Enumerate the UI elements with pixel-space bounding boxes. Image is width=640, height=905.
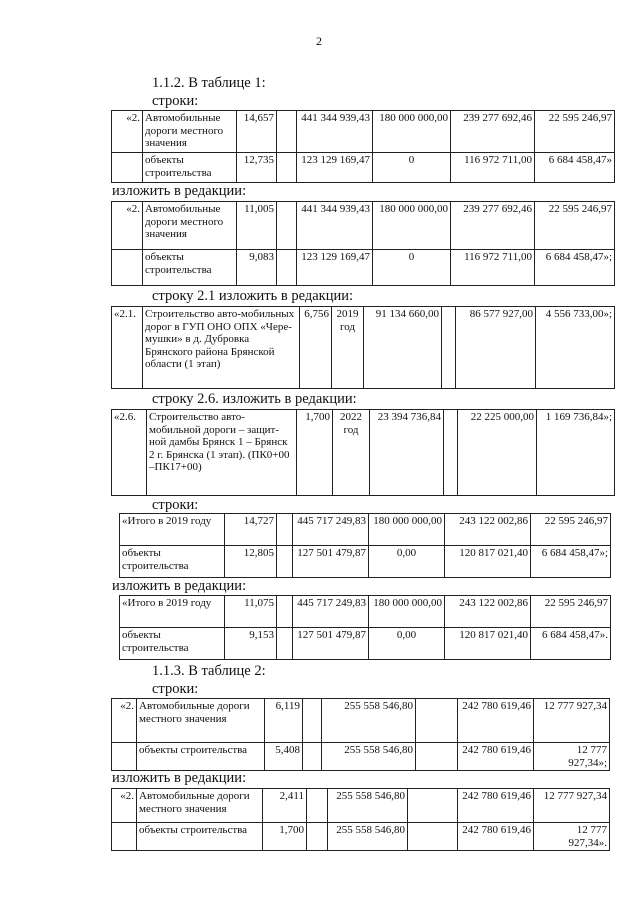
cell: Автомобильные дороги местного значения [137,789,263,823]
cell [303,743,322,771]
table-row-2-6 [111,409,615,496]
cell: 6 684 458,47»; [535,250,615,286]
cell: 11,075 [225,596,277,628]
cell [303,699,322,743]
cell: 5,408 [265,743,303,771]
section-heading-1-1-3: 1.1.3. В таблице 2: [152,663,266,679]
cell [112,823,137,851]
cell: Строительство авто-мобильных дорог в ГУП ОНО ОПХ «Чере-мушки» в д. Дубровка Брянского района Брянской области (1 этап) [143,307,300,389]
cell: 6 684 458,47»; [531,546,611,578]
cell: объекты строительства [143,153,237,183]
table-new-rows-1 [111,201,615,286]
table-row [112,789,610,823]
cell: 12,805 [225,546,277,578]
cell [277,153,297,183]
table-row [120,546,611,578]
edit-label-3: изложить в редакции: [112,770,247,786]
table-row [112,743,610,771]
cell: 0 [373,250,451,286]
cell: 120 817 021,40 [445,546,531,578]
cell: 180 000 000,00 [373,111,451,153]
cell: объекты строительства [120,546,225,578]
cell: 441 344 939,43 [297,111,373,153]
table-row [120,628,611,660]
table-row [112,307,615,389]
cell: 2,411 [263,789,307,823]
cell: «2. [112,699,137,743]
table-row [120,596,611,628]
table-row [112,153,615,183]
cell: 22 595 246,97 [531,514,611,546]
cell: 242 780 619,46 [458,789,534,823]
table-new-totals [119,595,611,660]
cell [112,743,137,771]
cell: 1,700 [263,823,307,851]
cell: 4 556 733,00»; [536,307,615,389]
table-row [112,111,615,153]
cell [277,628,293,660]
cell: 14,727 [225,514,277,546]
cell [408,789,458,823]
cell: Автомобильные дороги местного значения [137,699,265,743]
cell: Автомобильные дороги местного значения [143,111,237,153]
cell: 14,657 [237,111,277,153]
cell: 180 000 000,00 [369,596,445,628]
edit-label-2: изложить в редакции: [112,578,247,594]
cell: 86 577 927,00 [456,307,536,389]
cell: 1,700 [297,410,333,496]
section-heading-1-1-2: 1.1.2. В таблице 1: [152,75,266,91]
cell: 445 717 249,83 [293,514,369,546]
cell: 127 501 479,87 [293,628,369,660]
cell: 23 394 736,84 [370,410,444,496]
cell: 116 972 711,00 [451,250,535,286]
table-old-totals [119,513,611,578]
cell: 120 817 021,40 [445,628,531,660]
cell [112,153,143,183]
cell: 255 558 546,80 [328,823,408,851]
cell [416,699,458,743]
cell: 242 780 619,46 [458,823,534,851]
row-2-1-label: строку 2.1 изложить в редакции: [152,288,354,304]
cell: «2.1. [112,307,143,389]
rows-label: строки: [152,93,199,109]
table-row [112,823,610,851]
cell: 127 501 479,87 [293,546,369,578]
cell: 1 169 736,84»; [537,410,615,496]
cell: объекты строительства [137,743,265,771]
cell [277,111,297,153]
cell: Строительство авто-мобильной дороги – защит-ной дамбы Брянск 1 – Брянск 2 г. Брянска (1 этап). (ПК0+00 –ПК17+00) [147,410,297,496]
cell: 180 000 000,00 [369,514,445,546]
cell: 12 777 927,34 [534,789,610,823]
cell [112,250,143,286]
cell [307,823,328,851]
cell: 9,083 [237,250,277,286]
cell: 180 000 000,00 [373,202,451,250]
cell: 12 777 927,34». [534,823,610,851]
cell [408,823,458,851]
table-old-rows-1 [111,110,615,183]
cell: 243 122 002,86 [445,514,531,546]
cell: 11,005 [237,202,277,250]
rows-label-3: строки: [152,681,199,697]
cell: 6 684 458,47». [531,628,611,660]
table-row-2-1 [111,306,615,389]
cell: 239 277 692,46 [451,202,535,250]
cell [277,596,293,628]
cell: 123 129 169,47 [297,153,373,183]
cell: 22 595 246,97 [535,202,615,250]
cell: 22 225 000,00 [458,410,537,496]
cell: 22 595 246,97 [535,111,615,153]
cell: 242 780 619,46 [458,699,534,743]
cell: 2019 год [332,307,364,389]
table-row [112,250,615,286]
row-2-6-label: строку 2.6. изложить в редакции: [152,391,357,407]
cell: «2. [112,202,143,250]
table-row [112,699,610,743]
cell: 0 [373,153,451,183]
cell: 9,153 [225,628,277,660]
cell: объекты строительства [120,628,225,660]
cell: 6,756 [300,307,332,389]
cell: 0,00 [369,546,445,578]
cell: объекты строительства [137,823,263,851]
cell: 0,00 [369,628,445,660]
cell: 12,735 [237,153,277,183]
cell: 6,119 [265,699,303,743]
cell: 445 717 249,83 [293,596,369,628]
cell [416,743,458,771]
cell [277,202,297,250]
cell: 255 558 546,80 [322,699,416,743]
cell: «2. [112,789,137,823]
cell: 91 134 660,00 [364,307,442,389]
cell: 255 558 546,80 [322,743,416,771]
table2-old-rows [111,698,610,771]
table2-new-rows [111,788,610,851]
cell: «Итого в 2019 году [120,514,225,546]
cell: 2022 год [333,410,370,496]
cell: 239 277 692,46 [451,111,535,153]
table-row [120,514,611,546]
cell: 6 684 458,47» [535,153,615,183]
cell [444,410,458,496]
cell: Автомобильные дороги местного значения [143,202,237,250]
cell: 255 558 546,80 [328,789,408,823]
cell: 242 780 619,46 [458,743,534,771]
table-row [112,410,615,496]
cell [307,789,328,823]
cell: 243 122 002,86 [445,596,531,628]
cell: 123 129 169,47 [297,250,373,286]
cell: 12 777 927,34»; [534,743,610,771]
edit-label: изложить в редакции: [112,183,247,199]
cell [277,250,297,286]
cell: 12 777 927,34 [534,699,610,743]
cell [442,307,456,389]
cell: «2.6. [112,410,147,496]
cell: 22 595 246,97 [531,596,611,628]
cell: объекты строительства [143,250,237,286]
rows-label-2: строки: [152,497,199,513]
cell [277,546,293,578]
cell: 116 972 711,00 [451,153,535,183]
cell: «2. [112,111,143,153]
table-row [112,202,615,250]
cell: «Итого в 2019 году [120,596,225,628]
page-number: 2 [316,34,322,48]
cell: 441 344 939,43 [297,202,373,250]
cell [277,514,293,546]
